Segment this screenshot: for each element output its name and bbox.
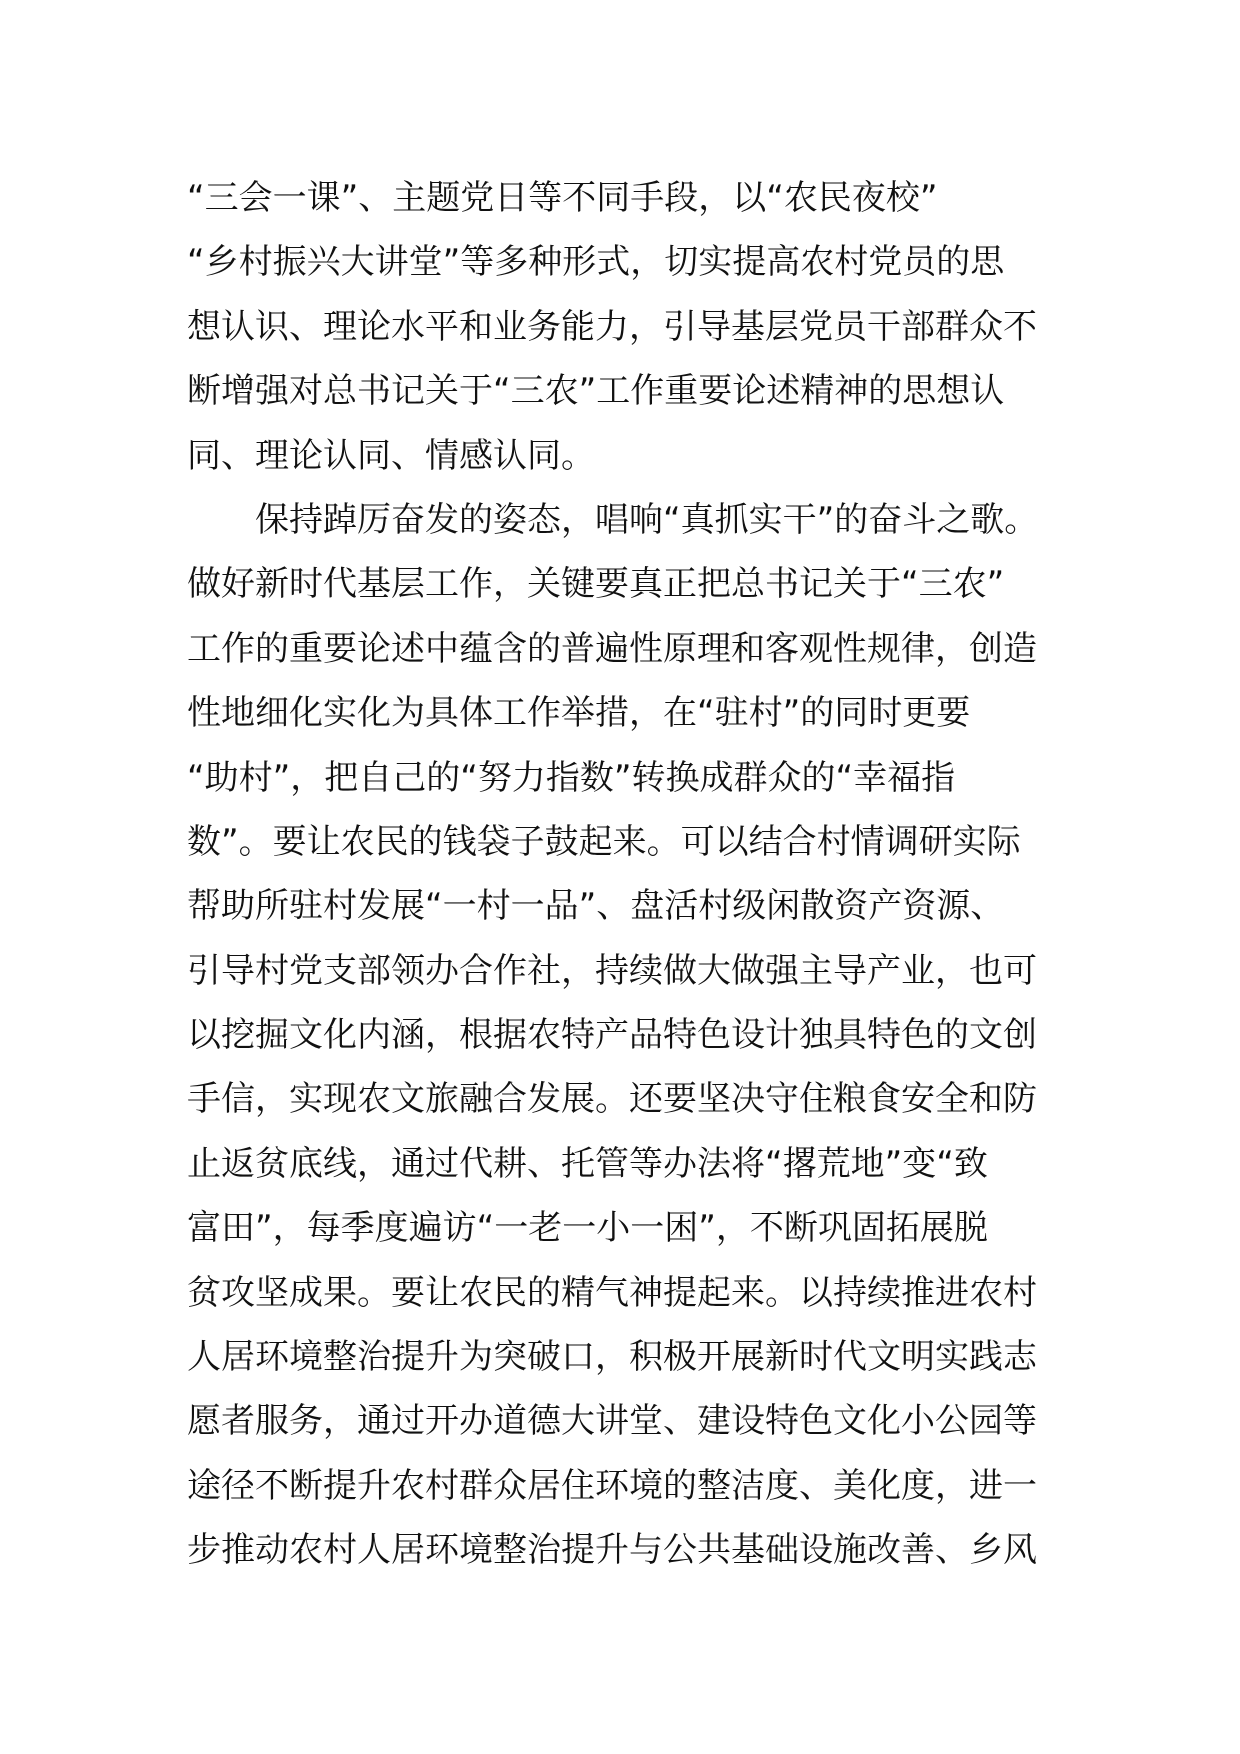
text-line: 手信，实现农文旅融合发展。还要坚决守住粮食安全和防: [187, 1079, 1037, 1120]
text-line: 引导村党支部领办合作社，持续做大做强主导产业，也可: [187, 950, 1037, 991]
body-text: [187, 166, 1067, 1583]
text-line: 止返贫底线，通过代耕、托管等办法将“撂荒地”变“致: [187, 1143, 988, 1184]
text-line: 性地细化实化为具体工作举措，在“驻村”的同时更要: [187, 693, 971, 734]
text-line: 帮助所驻村发展“一村一品”、盘活村级闲散资产资源、: [187, 886, 1005, 927]
text-line: 同、理论认同、情感认同。: [187, 435, 595, 476]
text-line: 以挖掘文化内涵，根据农特产品特色设计独具特色的文创: [187, 1015, 1037, 1056]
text-line: 想认识、理论水平和业务能力，引导基层党员干部群众不: [187, 306, 1037, 347]
text-line: 人居环境整治提升为突破口，积极开展新时代文明实践志: [187, 1337, 1037, 1378]
text-line: 工作的重要论述中蕴含的普遍性原理和客观性规律，创造: [187, 628, 1037, 669]
text-line: 数”。要让农民的钱袋子鼓起来。可以结合村情调研实际: [187, 821, 1021, 862]
text-line: “三会一课”、主题党日等不同手段，以“农民夜校”: [187, 178, 938, 218]
text-line: 做好新时代基层工作，关键要真正把总书记关于“三农”: [187, 564, 1005, 605]
paragraph-first-line: 保持踔厉奋发的姿态，唱响“真抓实干”的奋斗之歌。: [255, 499, 1039, 540]
text-line: 愿者服务，通过开办道德大讲堂、建设特色文化小公园等: [187, 1401, 1037, 1442]
text-line: 富田”，每季度遍访“一老一小一困”，不断巩固拓展脱: [187, 1208, 988, 1249]
text-line: 步推动农村人居环境整治提升与公共基础设施改善、乡风: [187, 1530, 1037, 1571]
text-line: 断增强对总书记关于“三农”工作重要论述精神的思想认: [187, 371, 1005, 412]
text-line: “乡村振兴大讲堂”等多种形式，切实提高农村党员的思: [187, 242, 1005, 283]
text-line: 途径不断提升农村群众居住环境的整洁度、美化度，进一: [187, 1465, 1037, 1506]
text-line: “助村”，把自己的“努力指数”转换成群众的“幸福指: [187, 757, 956, 798]
text-line: 贫攻坚成果。要让农民的精气神提起来。以持续推进农村: [187, 1272, 1037, 1313]
